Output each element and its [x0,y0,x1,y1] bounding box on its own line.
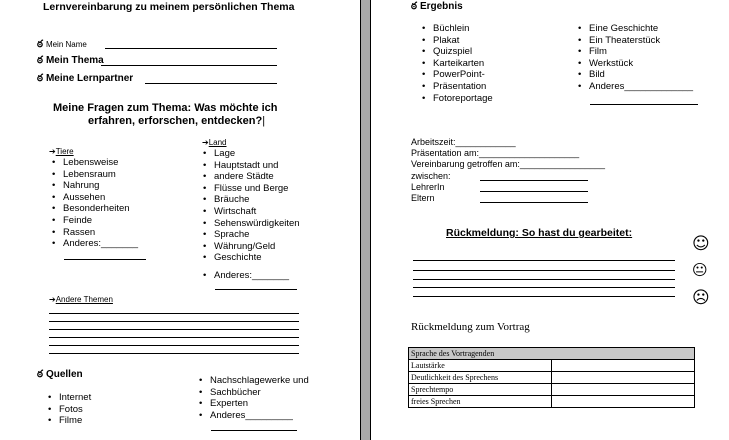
list-item: • andere Städte [201,171,300,183]
list-item: • Flüsse und Berge [201,183,300,195]
name-field [37,38,87,52]
arrow-icon: ➔ [202,138,209,147]
vereinbarung: Vereinbarung getroffen am:_________________ [411,159,606,169]
quellen-heading: ఠ Quellen [37,369,83,380]
list-item: • Internet [46,392,91,404]
question-heading-2: erfahren, erforschen, entdecken?| [88,115,266,127]
list-item: • Film [576,46,693,58]
sad-face-icon[interactable]: ☹ [692,288,710,308]
list-item: • Währung/Geld [201,241,300,253]
table-header: Sprache des Vortragenden [409,348,695,360]
eye-icon: ఠ [37,55,43,66]
tiere-extra-line[interactable] [64,259,146,260]
list-item: • Bräuche [201,194,300,206]
table-input-cell[interactable] [552,360,695,372]
ergebnis-list-2 [576,23,693,93]
table-row [409,360,695,372]
praesentation: Präsentation am:____________________ [411,148,580,158]
zwischen: zwischen: [411,171,451,181]
writing-line[interactable] [49,313,299,314]
table-header-row [409,348,695,360]
question-heading-1: Meine Fragen zum Thema: Was möchte ich [53,102,278,114]
eye-icon: ఠ [37,73,43,84]
table-cell: Lautstärke [409,360,552,372]
arrow-icon: ➔ [49,295,56,304]
list-item: • Rassen [50,227,138,239]
writing-line[interactable] [49,329,299,330]
list-item: • Anderes_________ [197,410,309,422]
list-item: • Sehenswürdigkeiten [201,218,300,230]
list-item: • Eine Geschichte [576,23,693,35]
list-item: • Fotos [46,404,91,416]
eye-icon: ఠ [37,369,43,380]
list-item: • Geschichte [201,252,300,264]
tiere-list [50,157,138,250]
list-item: • Ein Theaterstück [576,35,693,47]
list-item: • Experten [197,398,309,410]
partner-input-line[interactable] [145,83,277,84]
table-cell: Deutlichkeit des Sprechens [409,372,552,384]
lehrerin: LehrerIn [411,182,445,192]
feedback-line[interactable] [413,296,675,297]
list-item: • Feinde [50,215,138,227]
eye-icon: ఠ [37,39,43,50]
partner-label: Meine Lernpartner [45,73,134,84]
zwischen-line[interactable] [480,180,588,181]
list-item: • PowerPoint- [420,69,493,81]
table-input-cell[interactable] [552,396,695,408]
partner-field [37,72,133,86]
list-item: • Lebensraum [50,169,138,181]
andere-themen-heading: ➔Andere Themen [49,295,113,304]
lehrerin-line[interactable] [480,191,588,192]
ergebnis-extra-line[interactable] [590,104,698,105]
eye-icon: ఠ [411,1,417,12]
tiere-heading: ➔Tiere [49,147,74,156]
feedback-line[interactable] [413,279,675,280]
feedback-table [408,347,695,408]
list-item: • Besonderheiten [50,203,138,215]
neutral-face-icon[interactable]: 😐 [692,261,708,279]
list-item: • Lebensweise [50,157,138,169]
thema-label: Mein Thema [45,55,104,66]
thema-field [37,54,104,68]
list-item: • Werkstück [576,58,693,70]
table-row [409,372,695,384]
list-item: • Sachbücher [197,387,309,399]
land-extra-line[interactable] [215,289,297,290]
page-divider [361,0,370,440]
list-item: • Nahrung [50,180,138,192]
rueckmeldung-heading: Rückmeldung: So hast du gearbeitet: [446,227,633,239]
list-item: • Wirtschaft [201,206,300,218]
list-item: • Büchlein [420,23,493,35]
writing-line[interactable] [49,353,299,354]
quellen-list-left [46,392,91,427]
table-input-cell[interactable] [552,384,695,396]
ergebnis-list-1 [420,23,493,104]
happy-face-icon[interactable]: ☺ [692,234,710,254]
list-item: • Anderes:_______ [50,238,138,250]
list-item: • Quizspiel [420,46,493,58]
list-item: • Hauptstadt und [201,160,300,172]
list-item: • Filme [46,415,91,427]
list-item: • Nachschlagewerke und [197,375,309,387]
feedback-line[interactable] [413,270,675,271]
table-cell: freies Sprechen [409,396,552,408]
ergebnis-heading: ఠ Ergebnis [411,1,463,12]
list-item: • Anderes_____________ [576,81,693,93]
feedback-line[interactable] [413,287,675,288]
eltern: Eltern [411,193,435,203]
list-item: • Fotoreportage [420,93,493,105]
list-item: • Aussehen [50,192,138,204]
list-item: • Anderes:_______ [201,270,289,282]
arrow-icon: ➔ [49,147,56,156]
vortrag-heading: Rückmeldung zum Vortrag [411,321,530,333]
thema-input-line[interactable] [101,65,277,66]
table-row [409,384,695,396]
page-title: Lernvereinbarung zu meinem persönlichen Thema [43,1,295,13]
eltern-line[interactable] [480,202,588,203]
table-row [409,396,695,408]
land-list [201,148,300,264]
writing-line[interactable] [49,337,299,338]
quellen-extra-line[interactable] [211,430,297,431]
list-item: • Lage [201,148,300,160]
page-divider-edge [370,0,371,440]
list-item: • Sprache [201,229,300,241]
list-item: • Präsentation [420,81,493,93]
writing-line[interactable] [49,345,299,346]
arbeitszeit: Arbeitszeit:____________ [411,137,516,147]
table-input-cell[interactable] [552,372,695,384]
quellen-list-right [197,375,309,421]
land-anderes [201,270,289,282]
list-item: • Bild [576,69,693,81]
land-heading: ➔Land [202,138,227,147]
table-cell: Sprechtempo [409,384,552,396]
list-item: • Plakat [420,35,493,47]
name-label: Mein Name [45,40,87,49]
list-item: • Karteikarten [420,58,493,70]
feedback-line[interactable] [413,260,675,261]
name-input-line[interactable] [105,48,277,49]
writing-line[interactable] [49,321,299,322]
